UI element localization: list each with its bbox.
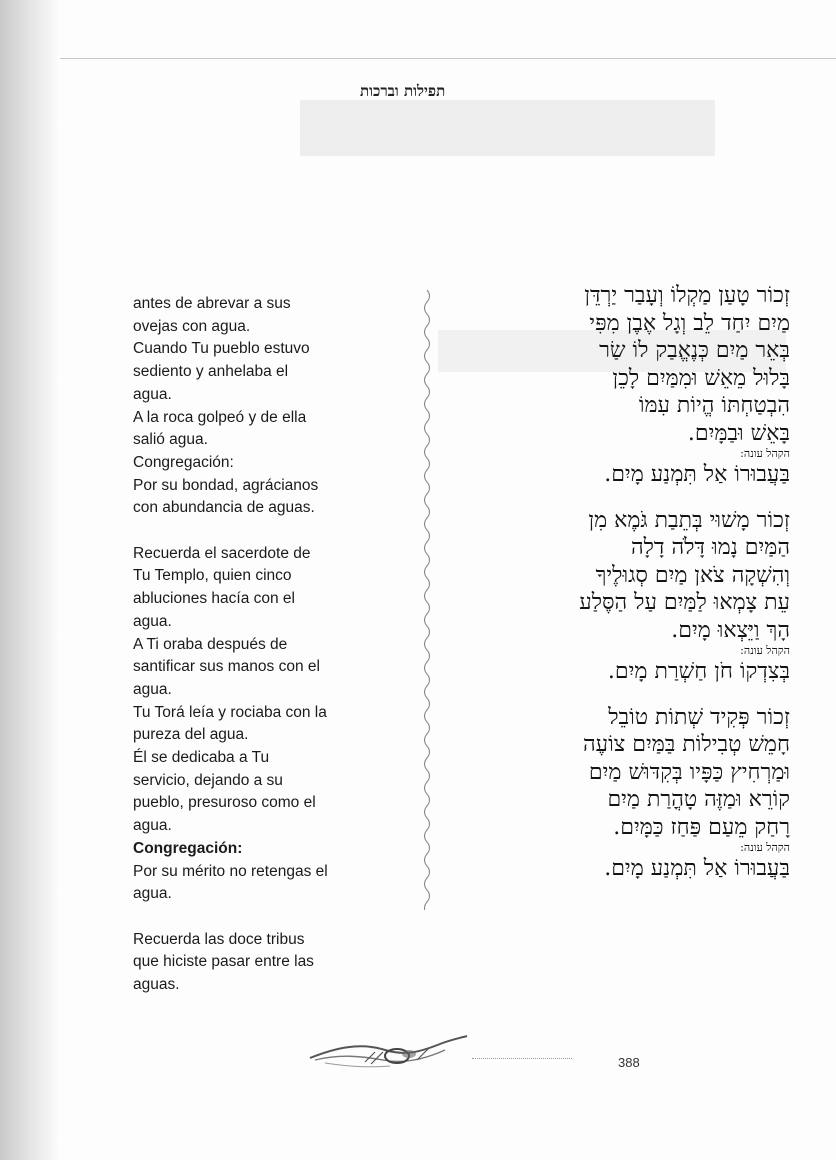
wavy-column-divider [420,290,434,910]
congregation-response: בַּעֲבוּרוֹ אַל תִּמְנַע מָיִם. [604,462,790,487]
spanish-line: que hiciste pasar entre las [133,953,314,971]
spanish-line: salió agua. [133,431,208,449]
hebrew-line: הָךְ וַיֵּצְאוּ מָיִם. [671,617,790,643]
hebrew-line: זְכוֹר טָעַן מַקְלוֹ וְעָבַר יַרְדֵּן [584,283,790,308]
spanish-line: ovejas con agua. [133,317,251,335]
spanish-line: pueblo, presuroso como el [133,794,316,812]
hebrew-stanza-2 [470,507,790,645]
stanza-gap [133,520,373,543]
hebrew-line: הַמַּיִם נָמוּ דָּלֹה דָלָה [630,535,790,560]
spanish-line: agua. [133,385,172,403]
spanish-line: agua. [133,817,172,835]
hebrew-line: עֵת צָמְאוּ לַמַּיִם עַל הַסֶּלַע [579,590,790,615]
spanish-line: Recuerda las doce tribus [133,930,305,948]
hebrew-line: קוֹרֵא וּמַזֶּה טָהֳרַת מַיִם [607,787,790,812]
spanish-line: antes de abrevar a sus [133,295,291,312]
footer-dotted-rule [472,1058,572,1059]
hebrew-line: וְהִשְׁקָה צֹאן מַיִם סְגוּלֶיךָ [595,562,790,588]
hebrew-line: וּמַרְחִיץ כַּפָּיו בְּקִדּוּשׁ מַיִם [588,759,790,785]
spanish-line: Cuando Tu pueblo estuvo [133,340,310,358]
ghost-mark [100,280,104,294]
page-gutter-shadow [0,0,58,1160]
spanish-line: agua. [133,612,172,630]
spanish-column [133,293,373,997]
spanish-line: abluciones hacía con el [133,590,296,608]
congregation-response: בְּצִדְקוֹ חֹן חַשְׁרַת מָיִם. [607,659,790,684]
spanish-line: Tu Torá leía y rociaba con la [133,703,327,721]
spanish-line: aguas. [133,976,180,994]
top-rule [60,58,836,59]
spanish-line: agua. [133,680,172,698]
hebrew-line: מַיִם יִחַד לֵב וְגָל אֶבֶן מִפִּי [589,310,790,336]
hebrew-stanza-3 [470,704,790,842]
hebrew-line: זְכוֹר מָשׁוּי בְּתֵבַת גֹּמֶא מִן [588,507,790,533]
spanish-line: santificar sus manos con el [133,658,320,676]
spanish-line: Recuerda el sacerdote de [133,544,311,562]
spanish-line: agua. [133,885,172,903]
spanish-line: con abundancia de aguas. [133,499,315,517]
hebrew-column [470,282,790,883]
spanish-line: Tu Templo, quien cinco [133,567,292,585]
bleed-through-heading [142,190,155,246]
hebrew-line: בְּאֵר מַיִם כְּנֶאֱבַק לוֹ שַׂר [599,338,790,363]
spanish-line: A Ti oraba después de [133,635,288,653]
hebrew-line: בָּאֵשׁ וּבַמָּיִם. [687,420,790,446]
hebrew-line: הִבְטַחְתּוֹ הֱיוֹת עִמּוֹ [638,393,790,418]
ornament-icon [305,1030,470,1075]
spanish-line: pureza del agua. [133,726,249,744]
congregation-response-label: הקהל עונה: [740,841,790,854]
page-number: 388 [618,1055,640,1070]
spanish-line: Por su bondad, agrácianos [133,476,319,494]
hebrew-line: זְכוֹר פְּקִיד שְׁתוֹת טוֹבֵל [608,704,790,730]
spanish-line: servicio, dejando a su [133,771,283,789]
congregation-label: Congregación: [133,839,243,857]
congregation-response: בַּעֲבוּרוֹ אַל תִּמְנַע מָיִם. [604,856,790,881]
hebrew-line: רָחַק מֵעַם פַּחַז כַּמָּיִם. [613,814,790,840]
congregation-label: Congregación: [133,453,234,471]
spanish-line: sediento y anhelaba el [133,363,289,381]
hebrew-line: חָמֵשׁ טְבִילוֹת בַּמַּיִם צוֹעֶה [582,732,790,757]
hebrew-line: בָּלוּל מֵאֵשׁ וּמִמַּיִם לָכֵן [612,365,790,391]
bleed-through-band [300,100,715,156]
hebrew-stanza-1 [470,282,790,447]
running-header: תפילות וברכות [360,82,446,100]
spanish-line: A la roca golpeó y de ella [133,408,307,426]
spanish-line: Por su mérito no retengas el [133,862,328,880]
congregation-response-label: הקהל עונה: [740,644,790,657]
spanish-line: Él se dedicaba a Tu [133,749,270,767]
congregation-response-label: הקהל עונה: [740,447,790,460]
stanza-gap [133,906,373,929]
